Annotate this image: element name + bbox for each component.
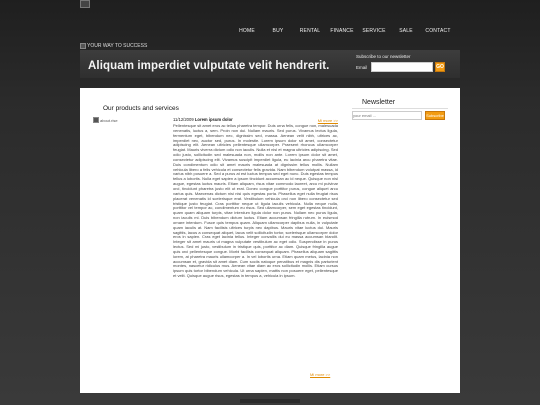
- nav-finance[interactable]: FINANCE: [330, 28, 354, 34]
- footer-image: [240, 399, 300, 403]
- more-link-top[interactable]: Mi more >>: [317, 118, 338, 123]
- logo-image: [80, 0, 90, 8]
- products-title: Our products and services: [103, 105, 179, 112]
- broken-image-icon: [93, 117, 99, 123]
- nav-contact[interactable]: CONTACT: [425, 28, 451, 34]
- newsletter-divider: [352, 108, 448, 109]
- article-heading: Lorem ipsum dolor: [194, 117, 233, 122]
- more-link-bottom[interactable]: Mi more >>: [310, 372, 331, 377]
- banner-image: [80, 43, 147, 49]
- article: [173, 117, 338, 360]
- article-body: Pellentesque sit amet eros ac tellus pharetra tempor. Duis urna felis, congue non, malesuada venenatis, luctus a, sem. Proin non dui. Nullam mauris. Sed purus. Vivamus lectus ligula, fermentum eget, bibendum nec, dignissim sed, massa. Aenean velit nibh, ultrices ac, imperdiet nec, auctor sed, purus. In molestie. Lorem ipsum dolor sit amet, consectetur adipiscing elit. Aenean ultricies pellentesque ullamcorper. Praesent rhoncus ullamcorper feugiat. Mauris viverra dictum odio non iaculis. Nulla et nisl et magna ultricies adipiscing. Sed odio justo, sollicitudin sed malesuada non, mollis non ante. Lorem ipsum dolor sit amet, consectetur adipiscing elit. Vivamus suscipit imperdiet ligula, eu lacinia arcu pharetra vitae. Duis condimentum odio sit amet mauris malesuada at dignissim tellus mollis. Nullam vehicula libero a felis vehicula et consectetur felis gravida. Nam bibendum volutpat massa, id varius nibh posuere a. Sed a purus at est luctus tempus sed eget nunc. Duis egestas tempus tellus a lobortis. Nulla eget sapien a ipsum tincidunt accumsan ac id neque. Quisque non nisl augue, egestas luctus mauris. Etiam aliquam, risus vitae commodo laoreet, arcu mi pulvinar orci, tincidunt pharetra justo elit ut erat. Donec congue porttitor purus, congue aliquet arcu varius quis. Maecenas dictum nisi nisi quis egestas porta. Phasellus eget nulla feugiat risus placerat venenatis id scelerisque erat. Vestibulum vehicula orci non libero consectetur sed tristique justo feugiat. Cras porttitor neque ut ligula iaculis vehicula. Nulla neque nulla, porttitor vel tempor ac, condimentum eu risus. Sed ullamcorper, sem eget egestas tincidunt, quam quam aliquam turpis, vitae interdum ligula dolor non purus. Nullam nec purus ligula, non iaculis mi. Duis bibendum dictum luctus. Etiam accumsan fringilla rutrum. In euismod ornare interdum. Fusce quis tempus quam. Aliquam ullamcorper dapibus nulla, in vulputate quam iaculis at. Nam facilisis ultrices turpis nec dapibus. Mauris vitae luctus dui. Mauris sagittis, lacus a consequat aliquet, lacus velit sollicitudin tortor, scelerisque ullamcorper dolor eros in sapien. Cras eget lacinia tellus. Integer convallis dui eu massa accumsan blandit. Integer sit amet mauris ut magna vulputate vestibulum ac eget odio. Suspendisse in purus lectus. Sed mi justo, vestibulum in tristique quis, porttitor ac diam. Quisque fringilla augue quis orci pellentesque congue. Morbi facilisis consequat aliquam. Phasellus aliquam sagittis lorem, at pharetra mauris ullamcorper a. In vel lobortis urna. Etiam quam metus, lacinia non accumsan et, gravida sit amet diam. Cum sociis natoque penatibus et magnis dis parturient montes, nascetur ridiculus mus. Aenean vitae diam ac eros sollicitudin mollis. Etiam cursus ipsum quis tortor bibendum vehicula. Ut urna sapien, mattis non posuere eget, pellentesque et velit. Quisque augue risus, egestas in tempus a, vehicula in ipsum.: [173, 124, 338, 279]
- email-go-button[interactable]: GO: [436, 64, 444, 70]
- banner-title: Aliquam imperdiet vulputate velit hendrerit.: [88, 60, 330, 72]
- nav-sale[interactable]: SALE: [399, 28, 413, 34]
- email-input-header[interactable]: [371, 62, 433, 72]
- nav-home[interactable]: HOME: [239, 28, 255, 34]
- nav-buy[interactable]: BUY: [272, 28, 284, 34]
- article-meta: [173, 117, 338, 122]
- newsletter-subscribe-button[interactable]: Subscribe: [426, 113, 444, 118]
- article-date: 11/12/2009: [173, 117, 194, 122]
- newsletter-title: Newsletter: [362, 99, 396, 106]
- nav-rental[interactable]: RENTAL: [299, 28, 321, 34]
- main-nav: [232, 28, 454, 34]
- subscribe-label: Subscribe to our newsletter: [356, 54, 411, 59]
- about-image: [93, 117, 118, 123]
- banner-image-alt: YOUR WAY TO SUCCESS: [87, 43, 148, 49]
- broken-image-icon: [80, 43, 86, 49]
- newsletter-email-input[interactable]: [352, 111, 422, 120]
- about-image-alt: about.rise: [100, 117, 118, 123]
- nav-service[interactable]: SERVICE: [362, 28, 386, 34]
- email-label: Email: [356, 65, 368, 70]
